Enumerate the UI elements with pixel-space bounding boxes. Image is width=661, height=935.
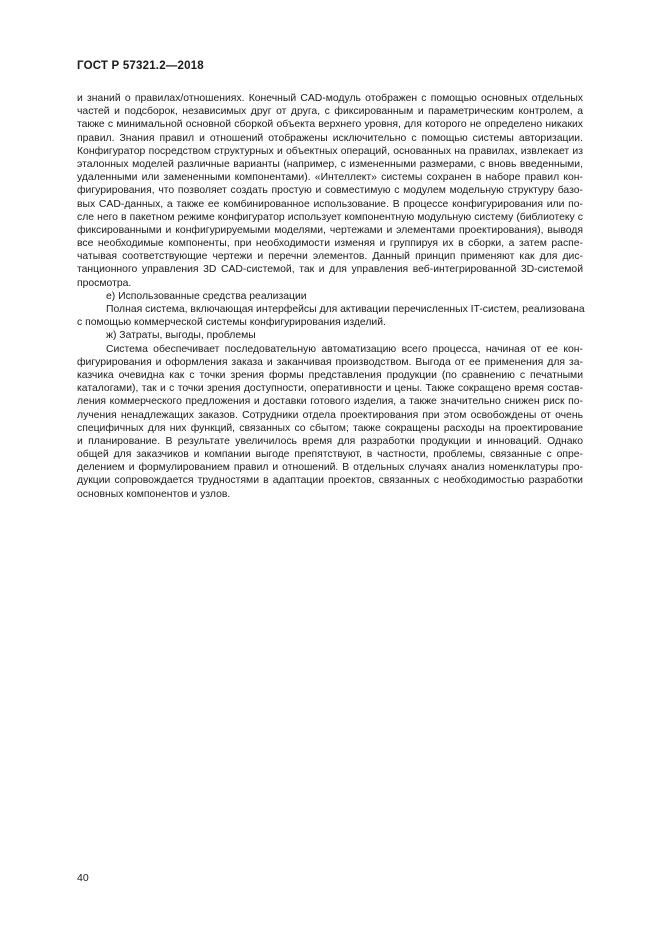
- text-line: лучения ненадлежащих заказов. Сотрудники отдела проектирования при этом освобождены от очень: [77, 409, 583, 421]
- text-line: все необходимые компоненты, при необходимости изменяя и группируя их в сборки, а затем распе-: [77, 238, 583, 250]
- document-header: ГОСТ Р 57321.2—2018: [77, 60, 204, 72]
- text-line: удаленными или замененными компонентами). «Интеллект» системы сохранен в наборе правил кон-: [77, 172, 583, 184]
- text-line: фигурирования и оформления заказа и заканчивая производством. Выгода от ее применения для за-: [77, 356, 583, 368]
- text-line: основных компонентов и узлов.: [77, 488, 231, 500]
- document-body: [77, 92, 583, 501]
- section-heading: ж) Затраты, выгоды, проблемы: [106, 330, 256, 342]
- text-line: с помощью коммерческой системы конфигурирования изделий.: [77, 317, 386, 329]
- text-line: Система обеспечивает последовательную автоматизацию всего процесса, начиная от ее кон-: [106, 343, 583, 355]
- text-line: ления коммерческого предложения и доставки готового изделия, а также значительно снижен риск по-: [77, 396, 583, 408]
- text-line: и планирование. В результате увеличилось время для разработки продукции и инноваций. Однако: [77, 435, 583, 447]
- text-line: фиксированными и конфигурируемыми моделями, чертежами и элементами проектирования), выводя: [77, 224, 583, 236]
- text-line: также с минимальной основной сборкой объекта верхнего уровня, для которого не определено никаких: [77, 119, 583, 131]
- text-line: вых CAD-данных, а также ее комбинированное использование. В процессе конфигурирования или по-: [77, 198, 583, 210]
- text-line: правил. Знания правил и отношений отображены исключительно с помощью системы авторизации.: [77, 132, 583, 144]
- text-line: просмотра.: [77, 277, 132, 289]
- text-line: дукции сопровождается трудностями в адаптации проектов, связанных с необходимостью разработки: [77, 475, 583, 487]
- text-line: Конфигуратор посредством структурных и объектных операций, основанных на правилах, извлекает из: [77, 145, 583, 157]
- text-line: чатывая соответствующие чертежи и перечни элементов. Данный принцип применяют как для дис-: [77, 251, 583, 263]
- text-line: и знаний о правилах/отношениях. Конечный CAD-модуль отображен с помощью основных отдельных: [77, 93, 583, 104]
- text-line: казчика очевидна как с точки зрения формы представления продукции (по сравнению с печатными: [77, 369, 583, 381]
- page-number: 40: [77, 872, 89, 884]
- section-heading: е) Использованные средства реализации: [106, 290, 307, 302]
- text-line: общей для заказчиков и компании выгоде препятствуют, в частности, проблемы, связанные с опре-: [77, 449, 583, 461]
- text-line: частей и подсборок, независимых друг от друга, с фиксированным и параметрическим контролем, а: [77, 106, 583, 118]
- text-line: специфичных для них функций, связанных со сбытом; также сокращены расходы на проектирование: [77, 422, 583, 434]
- text-line: делением и формулированием правил и отношений. В отдельных случаях анализ номенклатуры про-: [77, 462, 583, 474]
- text-line: сле него в пакетном режиме конфигуратор использует компонентную модульную систему (библиотеку с: [77, 211, 583, 223]
- text-line: танционного управления 3D CAD-системой, так и для управления веб-интегрированной 3D-системой: [77, 264, 583, 276]
- text-line: Полная система, включающая интерфейсы для активации перечисленных IT-систем, реализована: [106, 304, 585, 315]
- text-line: фигурирования, что позволяет создать простую и совместимую с модулем модельную структуру базо-: [77, 185, 583, 197]
- text-line: каталогами), так и с точки зрения доступности, оперативности и цены. Также сокращено время состав-: [77, 383, 583, 395]
- text-line: эталонных моделей различные варианты (например, с измененными размерами, с вновь введенными,: [77, 158, 583, 170]
